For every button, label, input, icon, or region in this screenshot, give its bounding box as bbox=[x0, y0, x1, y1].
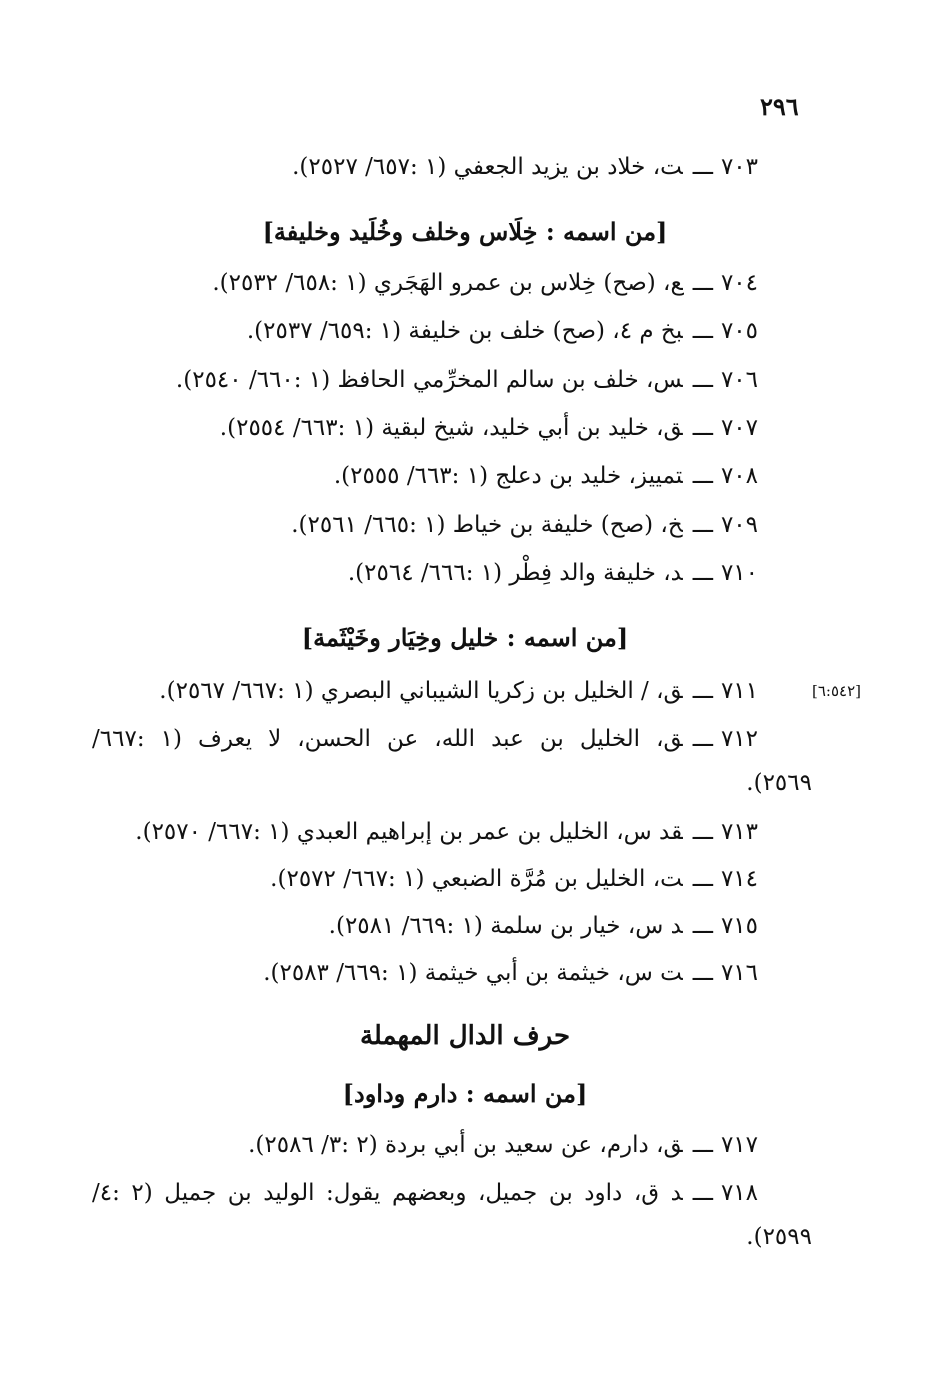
entry-dash: ـــ bbox=[692, 367, 713, 393]
entry-dash: ـــ bbox=[692, 318, 713, 344]
entry-text: بخ م ٤، (صح) خلف بن خليفة (١ :٦٥٩/ ٢٥٣٧). bbox=[246, 318, 683, 344]
entry-dash: ـــ bbox=[692, 866, 713, 892]
entry-dash: ـــ bbox=[692, 154, 713, 180]
entry-number: ٧١٧ bbox=[720, 1132, 758, 1158]
entry-dash: ـــ bbox=[692, 1180, 713, 1206]
entry-dash: ـــ bbox=[692, 960, 713, 986]
entry-718 bbox=[92, 1176, 758, 1210]
letter-heading-dal: حرف الدال المهملة bbox=[359, 1021, 571, 1051]
entry-number: ٧١٤ bbox=[720, 866, 758, 892]
entry-dash: ـــ bbox=[692, 270, 713, 296]
entry-dash: ـــ bbox=[692, 415, 713, 441]
section-heading-khalil: [من اسمه : خليل وخِيَار وخَيْثَمة] bbox=[301, 623, 629, 652]
entry-dash: ـــ bbox=[692, 463, 713, 489]
entry-text: خ، (صح) خليفة بن خياط (١ :٦٦٥/ ٢٥٦١). bbox=[291, 512, 683, 538]
entry-text: ق، الخليل بن عبد الله، عن الحسن، لا يعرف (١ :٦٦٧/ bbox=[92, 726, 683, 752]
entry-712 bbox=[92, 722, 758, 756]
entry-text: د، خليفة والد فِطْر (١ :٦٦٦/ ٢٥٦٤). bbox=[347, 560, 683, 586]
entry-text: تمييز، خليد بن دعلج (١ :٦٦٣/ ٢٥٥٥). bbox=[333, 463, 683, 489]
entry-number: ٧٠٦ bbox=[720, 367, 758, 393]
entry-dash: ـــ bbox=[692, 678, 713, 704]
entry-714 bbox=[80, 862, 758, 896]
entry-703 bbox=[80, 150, 758, 184]
entry-710 bbox=[80, 556, 758, 590]
entry-number: ٧٠٨ bbox=[720, 463, 758, 489]
section-heading-khilas: [من اسمه : خِلَاس وخلف وخُلَيد وخليفة] bbox=[262, 217, 668, 246]
entry-dash: ـــ bbox=[692, 1132, 713, 1158]
entry-dash: ـــ bbox=[692, 726, 713, 752]
entry-716 bbox=[80, 956, 758, 990]
entry-number: ٧٠٤ bbox=[720, 270, 758, 296]
entry-712-continuation: ٢٥٦٩). bbox=[746, 770, 812, 796]
entry-text: د ق، داود بن جميل، وبعضهم يقول: الوليد بن جميل (٢ :٤/ bbox=[92, 1180, 683, 1206]
entry-number: ٧٠٧ bbox=[720, 415, 758, 441]
entry-number: ٧١٣ bbox=[720, 819, 758, 845]
entry-708 bbox=[80, 459, 758, 493]
entry-text: ع، (صح) خِلاس بن عمرو الهَجَري (١ :٦٥٨/ ٢٥٣٢). bbox=[212, 270, 683, 296]
entry-number: ٧١٠ bbox=[720, 560, 758, 586]
entry-dash: ـــ bbox=[692, 560, 713, 586]
entry-text: ت س، خيثمة بن أبي خيثمة (١ :٦٦٩/ ٢٥٨٣). bbox=[263, 960, 683, 986]
entry-dash: ـــ bbox=[692, 819, 713, 845]
entry-715 bbox=[80, 909, 758, 943]
entry-number: ٧١٦ bbox=[720, 960, 758, 986]
entry-dash: ـــ bbox=[692, 512, 713, 538]
entry-717 bbox=[80, 1128, 758, 1162]
entry-text: ت، خلاد بن يزيد الجعفي (١ :٦٥٧/ ٢٥٢٧). bbox=[292, 154, 683, 180]
entry-number: ٧١٨ bbox=[720, 1180, 758, 1206]
entry-text: س، خلف بن سالم المخرِّمي الحافظ (١ :٦٦٠/ ٢٥٤٠). bbox=[175, 367, 683, 393]
entry-707 bbox=[80, 411, 758, 445]
entry-text: قد س، الخليل بن عمر بن إبراهيم العبدي (١ :٦٦٧/ ٢٥٧٠). bbox=[135, 819, 683, 845]
entry-number: ٧١١ bbox=[720, 678, 758, 704]
entry-text: د س، خيار بن سلمة (١ :٦٦٩/ ٢٥٨١). bbox=[328, 913, 683, 939]
margin-reference: [٦:٥٤٢] bbox=[812, 682, 861, 700]
entry-dash: ـــ bbox=[692, 913, 713, 939]
entry-704 bbox=[80, 266, 758, 300]
entry-number: ٧٠٣ bbox=[720, 154, 758, 180]
entry-number: ٧٠٥ bbox=[720, 318, 758, 344]
section-heading-darim: [من اسمه : دارم وداود] bbox=[342, 1079, 588, 1108]
entry-text: ت، الخليل بن مُرَّة الضبعي (١ :٦٦٧/ ٢٥٧٢). bbox=[270, 866, 683, 892]
entry-705 bbox=[80, 314, 758, 348]
entry-number: ٧١٥ bbox=[720, 913, 758, 939]
entry-718-continuation: ٢٥٩٩). bbox=[746, 1224, 812, 1250]
entry-text: ق، دارم، عن سعيد بن أبي بردة (٢ :٣/ ٢٥٨٦). bbox=[248, 1132, 683, 1158]
page-number: ٢٩٦ bbox=[760, 92, 799, 121]
entry-number: ٧٠٩ bbox=[720, 512, 758, 538]
entry-text: ق، خليد بن أبي خليد، شيخ لبقية (١ :٦٦٣/ ٢٥٥٤). bbox=[219, 415, 683, 441]
entry-number: ٧١٢ bbox=[720, 726, 758, 752]
entry-711 bbox=[80, 674, 758, 708]
entry-713 bbox=[80, 815, 758, 849]
entry-709 bbox=[80, 508, 758, 542]
entry-706 bbox=[80, 363, 758, 397]
entry-text: ق، / الخليل بن زكريا الشيباني البصري (١ :٦٦٧/ ٢٥٦٧). bbox=[159, 678, 683, 704]
